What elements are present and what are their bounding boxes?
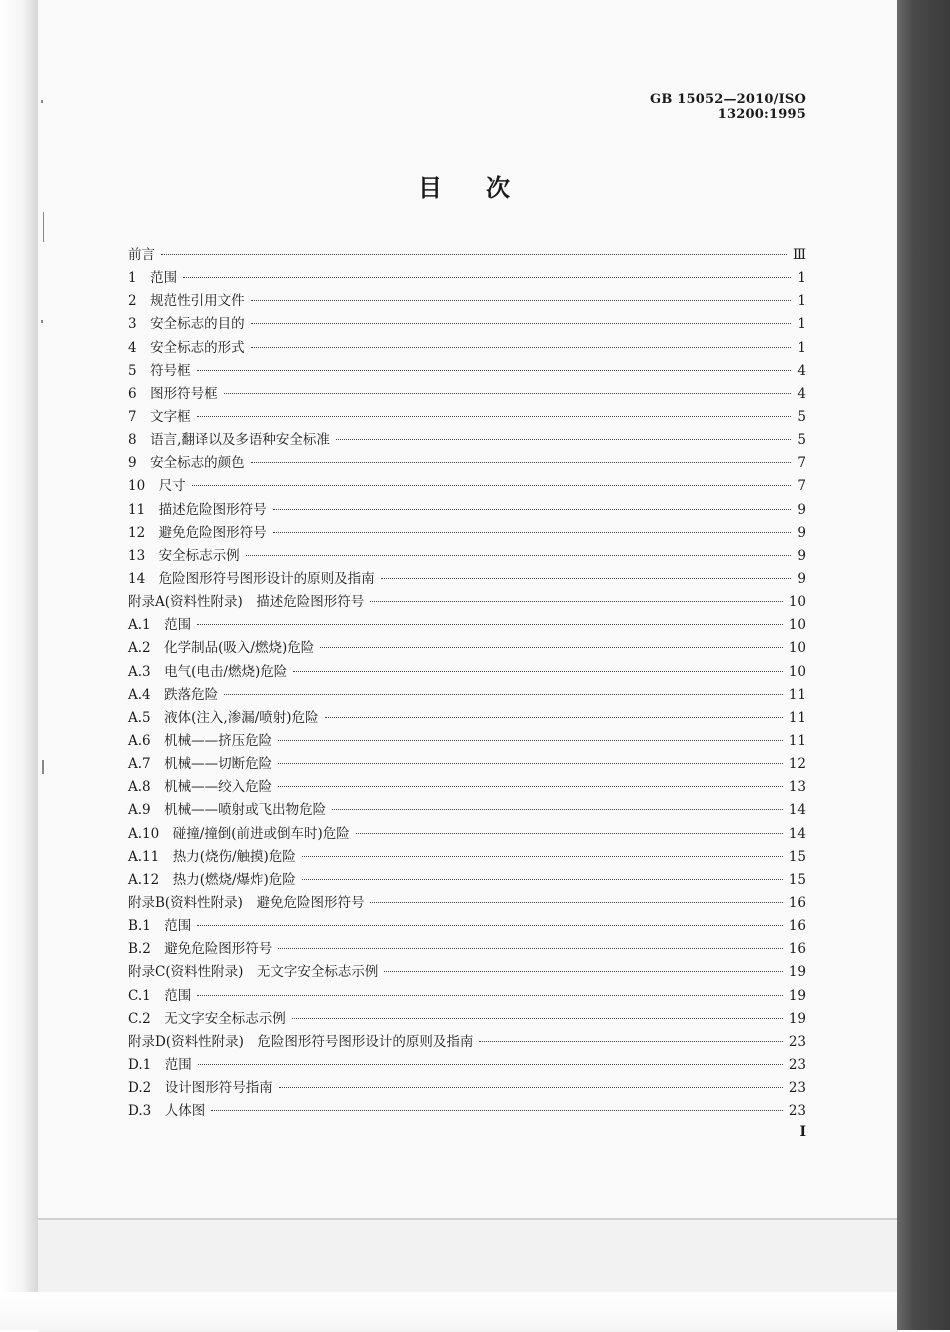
toc-entry[interactable] bbox=[128, 382, 806, 405]
toc-dot-leader bbox=[197, 370, 792, 371]
toc-entry-page: Ⅲ bbox=[792, 247, 806, 263]
toc-dot-leader bbox=[246, 555, 792, 556]
toc-entry-label: 10 尺寸 bbox=[128, 478, 186, 495]
toc-entry-label: B.2 避免危险图形符号 bbox=[128, 941, 273, 958]
toc-dot-leader bbox=[332, 809, 783, 810]
toc-entry[interactable] bbox=[128, 590, 806, 613]
toc-entry-page: 9 bbox=[797, 547, 806, 564]
toc-entry-page: 1 bbox=[797, 270, 806, 287]
scan-speck bbox=[41, 320, 43, 323]
toc-entry-page: 16 bbox=[788, 894, 806, 911]
scan-bottom-margin bbox=[0, 1292, 950, 1330]
toc-entry[interactable] bbox=[128, 914, 806, 937]
toc-entry[interactable] bbox=[128, 451, 806, 474]
toc-entry[interactable] bbox=[128, 1030, 806, 1053]
toc-entry[interactable] bbox=[128, 266, 806, 289]
toc-entry-label: 附录B(资料性附录) 避免危险图形符号 bbox=[128, 894, 365, 911]
toc-entry-page: 16 bbox=[788, 941, 806, 958]
toc-entry-label: A.10 碰撞/撞倒(前进或倒车时)危险 bbox=[128, 825, 350, 842]
toc-entry-page: 19 bbox=[788, 964, 806, 981]
standard-code: GB 15052—2010/ISO 13200:1995 bbox=[650, 92, 806, 122]
toc-dot-leader bbox=[224, 393, 792, 394]
toc-dot-leader bbox=[356, 833, 783, 834]
toc-entry[interactable] bbox=[128, 984, 806, 1007]
toc-entry-page: 11 bbox=[788, 732, 806, 749]
toc-entry-label: C.1 范围 bbox=[128, 987, 192, 1004]
toc-entry[interactable] bbox=[128, 891, 806, 914]
toc-entry-label: A.4 跌落危险 bbox=[128, 686, 219, 703]
toc-entry-page: 23 bbox=[788, 1033, 806, 1050]
toc-entry-label: 8 语言,翻译以及多语种安全标准 bbox=[128, 432, 330, 449]
toc-entry-page: 19 bbox=[788, 1010, 806, 1027]
toc-dot-leader bbox=[183, 277, 791, 278]
toc-dot-leader bbox=[370, 601, 783, 602]
toc-entry-page: 15 bbox=[788, 871, 806, 888]
toc-entry-page: 11 bbox=[788, 709, 806, 726]
toc-entry[interactable] bbox=[128, 868, 806, 891]
toc-entry-label: 14 危险图形符号图形设计的原则及指南 bbox=[128, 570, 375, 587]
toc-entry-page: 4 bbox=[797, 385, 806, 402]
toc-entry-page: 23 bbox=[788, 1080, 806, 1097]
scan-speck bbox=[43, 212, 44, 242]
toc-entry[interactable] bbox=[128, 822, 806, 845]
toc-entry[interactable] bbox=[128, 1053, 806, 1076]
toc-entry-label: A.12 热力(燃烧/爆炸)危险 bbox=[128, 871, 296, 888]
toc-dot-leader bbox=[302, 879, 783, 880]
toc-entry-label: A.2 化学制品(吸入/燃烧)危险 bbox=[128, 640, 315, 657]
toc-entry-page: 14 bbox=[788, 802, 806, 819]
toc-dot-leader bbox=[292, 1018, 783, 1019]
toc-entry-page: 7 bbox=[797, 455, 806, 472]
toc-entry-label: 4 安全标志的形式 bbox=[128, 339, 245, 356]
toc-entry-label: 12 避免危险图形符号 bbox=[128, 524, 267, 541]
toc-entry-page: 5 bbox=[797, 408, 806, 425]
toc-entry-label: C.2 无文字安全标志示例 bbox=[128, 1010, 286, 1027]
toc-dot-leader bbox=[251, 347, 792, 348]
toc-dot-leader bbox=[279, 1087, 783, 1088]
toc-dot-leader bbox=[197, 995, 783, 996]
toc-entry-page: 12 bbox=[788, 756, 806, 773]
toc-entry[interactable] bbox=[128, 937, 806, 960]
toc-entry[interactable] bbox=[128, 1076, 806, 1099]
toc-entry-page: 10 bbox=[788, 617, 806, 634]
toc-entry-page: 23 bbox=[788, 1103, 806, 1120]
toc-entry[interactable] bbox=[128, 613, 806, 636]
toc-dot-leader bbox=[336, 439, 792, 440]
toc-entry[interactable] bbox=[128, 660, 806, 683]
toc-entry[interactable] bbox=[128, 289, 806, 312]
toc-entry[interactable] bbox=[128, 775, 806, 798]
toc-entry-page: 7 bbox=[797, 478, 806, 495]
toc-dot-leader bbox=[198, 1064, 783, 1065]
scan-speck bbox=[42, 760, 44, 774]
page-title: 目次 bbox=[418, 173, 554, 202]
toc-entry-label: A.6 机械——挤压危险 bbox=[128, 732, 273, 749]
toc-entry-label: 5 符号框 bbox=[128, 362, 191, 379]
toc-entry-label: A.7 机械——切断危险 bbox=[128, 756, 273, 773]
toc-entry[interactable] bbox=[128, 729, 806, 752]
toc-dot-leader bbox=[479, 1041, 782, 1042]
toc-dot-leader bbox=[251, 462, 792, 463]
toc-dot-leader bbox=[161, 254, 787, 255]
toc-entry[interactable] bbox=[128, 312, 806, 335]
toc-entry-page: 1 bbox=[797, 293, 806, 310]
toc-entry-label: 前言 bbox=[128, 247, 155, 263]
toc-entry-label: A.9 机械——喷射或飞出物危险 bbox=[128, 802, 327, 819]
toc-entry-label: 6 图形符号框 bbox=[128, 385, 218, 402]
toc-entry-label: D.3 人体图 bbox=[128, 1103, 206, 1120]
toc-entry-page: 9 bbox=[797, 524, 806, 541]
toc-entry[interactable] bbox=[128, 706, 806, 729]
toc-entry-label: A.5 液体(注入,渗漏/喷射)危险 bbox=[128, 709, 319, 726]
toc-entry-label: 9 安全标志的颜色 bbox=[128, 455, 245, 472]
toc-entry-page: 10 bbox=[788, 640, 806, 657]
toc-entry-page: 4 bbox=[797, 362, 806, 379]
toc-entry-page: 5 bbox=[797, 432, 806, 449]
toc-entry-label: 7 文字框 bbox=[128, 408, 191, 425]
toc-entry[interactable] bbox=[128, 636, 806, 659]
toc-entry-page: 1 bbox=[797, 316, 806, 333]
toc-entry-label: 2 规范性引用文件 bbox=[128, 293, 245, 310]
toc-dot-leader bbox=[192, 485, 792, 486]
toc-entry[interactable] bbox=[128, 336, 806, 359]
toc-entry-label: 13 安全标志示例 bbox=[128, 547, 240, 564]
toc-entry-label: D.2 设计图形符号指南 bbox=[128, 1080, 273, 1097]
toc-entry-label: B.1 范围 bbox=[128, 918, 192, 935]
toc-dot-leader bbox=[224, 694, 783, 695]
toc-entry-page: 10 bbox=[788, 594, 806, 611]
toc-dot-leader bbox=[197, 624, 783, 625]
toc-entry[interactable] bbox=[128, 845, 806, 868]
toc-entry[interactable] bbox=[128, 243, 806, 266]
toc-entry-label: 附录C(资料性附录) 无文字安全标志示例 bbox=[128, 964, 379, 981]
toc-dot-leader bbox=[197, 925, 783, 926]
toc-entry-page: 10 bbox=[788, 663, 806, 680]
toc-entry-page: 14 bbox=[788, 825, 806, 842]
toc-dot-leader bbox=[302, 856, 783, 857]
toc-dot-leader bbox=[211, 1110, 783, 1111]
toc-entry[interactable] bbox=[128, 474, 806, 497]
toc-entry[interactable] bbox=[128, 405, 806, 428]
table-of-contents bbox=[128, 243, 806, 1122]
toc-dot-leader bbox=[370, 902, 782, 903]
toc-entry-label: A.3 电气(电击/燃烧)危险 bbox=[128, 663, 288, 680]
toc-entry-page: 9 bbox=[797, 501, 806, 518]
toc-entry[interactable] bbox=[128, 567, 806, 590]
toc-entry-label: 附录A(资料性附录) 描述危险图形符号 bbox=[128, 594, 365, 611]
toc-entry[interactable] bbox=[128, 428, 806, 451]
toc-dot-leader bbox=[251, 300, 792, 301]
toc-dot-leader bbox=[197, 416, 792, 417]
toc-entry[interactable] bbox=[128, 359, 806, 382]
toc-entry-label: 1 范围 bbox=[128, 270, 178, 287]
toc-entry[interactable] bbox=[128, 1099, 806, 1122]
toc-dot-leader bbox=[320, 647, 783, 648]
toc-dot-leader bbox=[381, 578, 792, 579]
toc-entry-page: 19 bbox=[788, 987, 806, 1004]
toc-entry[interactable] bbox=[128, 752, 806, 775]
toc-entry-page: 15 bbox=[788, 848, 806, 865]
toc-entry[interactable] bbox=[128, 960, 806, 983]
toc-dot-leader bbox=[278, 740, 783, 741]
toc-dot-leader bbox=[384, 971, 782, 972]
toc-entry[interactable] bbox=[128, 544, 806, 567]
toc-entry[interactable] bbox=[128, 683, 806, 706]
toc-entry-page: 1 bbox=[797, 339, 806, 356]
toc-entry[interactable] bbox=[128, 798, 806, 821]
toc-dot-leader bbox=[278, 763, 783, 764]
toc-entry-label: D.1 范围 bbox=[128, 1056, 192, 1073]
toc-entry-label: 11 描述危险图形符号 bbox=[128, 501, 267, 518]
toc-entry-label: A.1 范围 bbox=[128, 617, 192, 634]
page-number: I bbox=[799, 1124, 806, 1140]
toc-entry[interactable] bbox=[128, 498, 806, 521]
toc-entry-page: 23 bbox=[788, 1056, 806, 1073]
toc-dot-leader bbox=[278, 786, 783, 787]
toc-entry[interactable] bbox=[128, 521, 806, 544]
toc-entry-page: 16 bbox=[788, 918, 806, 935]
toc-entry[interactable] bbox=[128, 1007, 806, 1030]
toc-entry-page: 9 bbox=[797, 570, 806, 587]
toc-entry-label: 3 安全标志的目的 bbox=[128, 316, 245, 333]
toc-entry-label: A.8 机械——绞入危险 bbox=[128, 779, 273, 796]
toc-dot-leader bbox=[251, 323, 792, 324]
toc-entry-page: 11 bbox=[788, 686, 806, 703]
toc-entry-label: A.11 热力(烧伤/触摸)危险 bbox=[128, 848, 296, 865]
toc-dot-leader bbox=[273, 509, 792, 510]
toc-dot-leader bbox=[273, 532, 792, 533]
toc-dot-leader bbox=[325, 717, 783, 718]
toc-dot-leader bbox=[293, 671, 783, 672]
toc-entry-label: 附录D(资料性附录) 危险图形符号图形设计的原则及指南 bbox=[128, 1033, 474, 1050]
scan-speck bbox=[41, 100, 43, 103]
toc-entry-page: 13 bbox=[788, 779, 806, 796]
toc-dot-leader bbox=[278, 948, 783, 949]
